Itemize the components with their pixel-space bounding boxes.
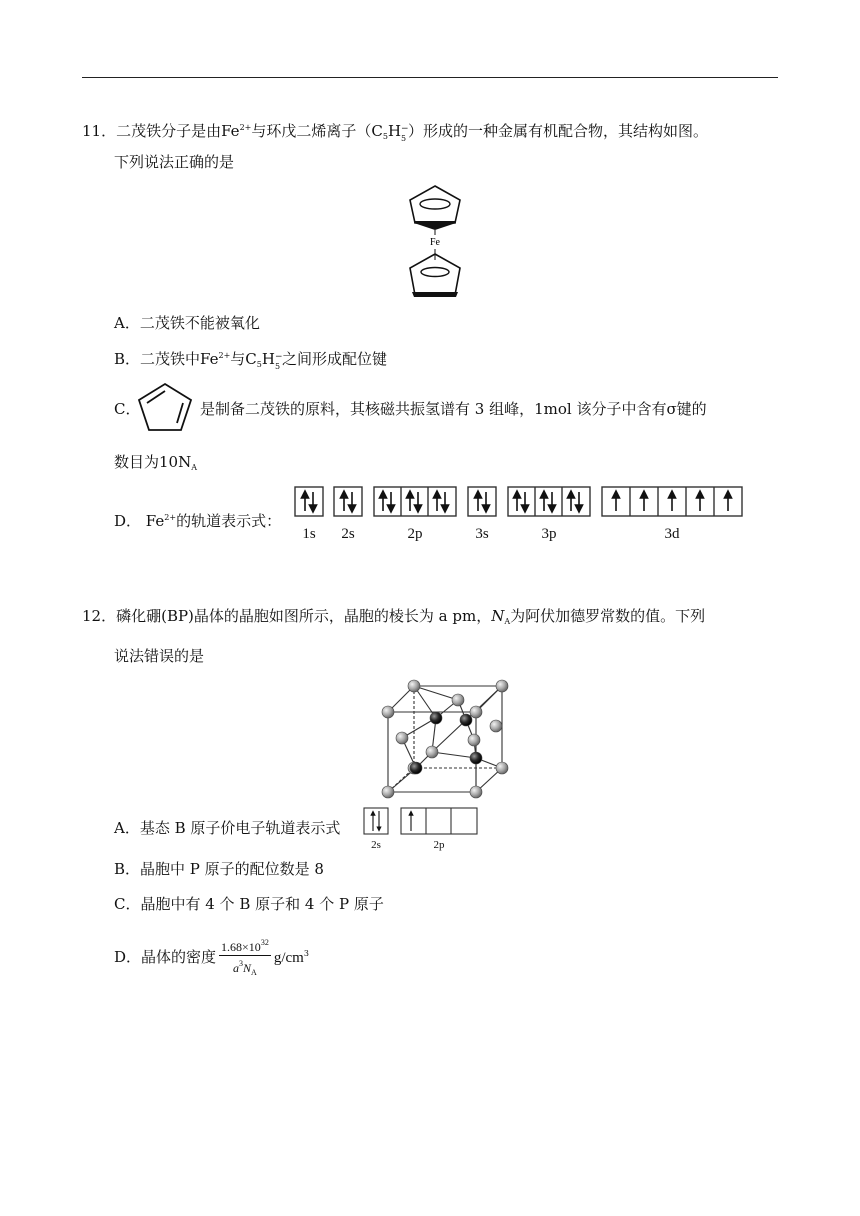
ferrocene-structure-figure: [404, 183, 466, 301]
orbital-label-2s-b: 2s: [371, 839, 381, 851]
q11-option-b: B．二茂铁中$Fe^{2+}$与$C_5H$ − 5 之间形成配位键: [114, 350, 387, 371]
q12-option-d: D．晶体的密度 $\frac{1.68\times 10^{32}}{a^3N_A}$ $g/cm^3$: [114, 934, 309, 981]
q12-stem-line1: 12．磷化硼(BP)晶体的晶胞如图所示，晶胞的棱长为 a pm，$N_A$为阿伏加德罗常数的值。下列: [82, 607, 706, 626]
q11-option-c-line2: 数目为$10N_A$: [114, 453, 197, 472]
q11-option-c-text: 是制备二茂铁的原料，其核磁共振氢谱有 3 组峰，1mol 该分子中含有σ键的: [200, 400, 707, 418]
bp-unit-cell-figure: [378, 676, 514, 802]
q11-stem-line2: 下列说法正确的是: [114, 153, 235, 171]
q11-option-a: A．二茂铁不能被氧化: [114, 314, 260, 332]
orbital-label-3p: 3p: [541, 526, 557, 542]
q11-stem-line1: 11．二茂铁分子是由$Fe^{2+}$与环戊二烯离子（$C_5H$ − 5 ）形成的一种金属有机配合物，其结构如图。: [82, 122, 709, 143]
q11-option-c-label: C．: [114, 400, 141, 418]
q12-number: 12．: [82, 607, 117, 625]
q12-stem-line2: 说法错误的是: [114, 647, 205, 665]
orbital-label-2p-b: 2p: [433, 839, 445, 851]
boron-valence-orbital-diagram: [363, 807, 479, 851]
fe-atom-label: Fe: [430, 237, 440, 248]
header-rule: [82, 77, 778, 78]
cyclopentadiene-structure-figure: [134, 380, 196, 434]
orbital-label-2s: 2s: [341, 526, 355, 542]
fe2-orbital-diagram: [294, 486, 746, 544]
orbital-label-2p: 2p: [407, 526, 423, 542]
orbital-label-1s: 1s: [302, 526, 316, 542]
orbital-label-3s: 3s: [475, 526, 489, 542]
q12-option-a: A．基态 B 原子价电子轨道表示式: [114, 819, 341, 837]
q12-option-b: B．晶胞中 P 原子的配位数是 8: [114, 860, 324, 878]
q12-option-c: C．晶胞中有 4 个 B 原子和 4 个 P 原子: [114, 895, 384, 913]
q11-number: 11．: [82, 122, 117, 140]
q11-option-d: D． $Fe^{2+}$的轨道表示式：: [114, 512, 282, 530]
density-fraction: $\frac{1.68\times 10^{32}}{a^3N_A}$: [219, 935, 271, 981]
orbital-label-3d: 3d: [664, 526, 680, 542]
